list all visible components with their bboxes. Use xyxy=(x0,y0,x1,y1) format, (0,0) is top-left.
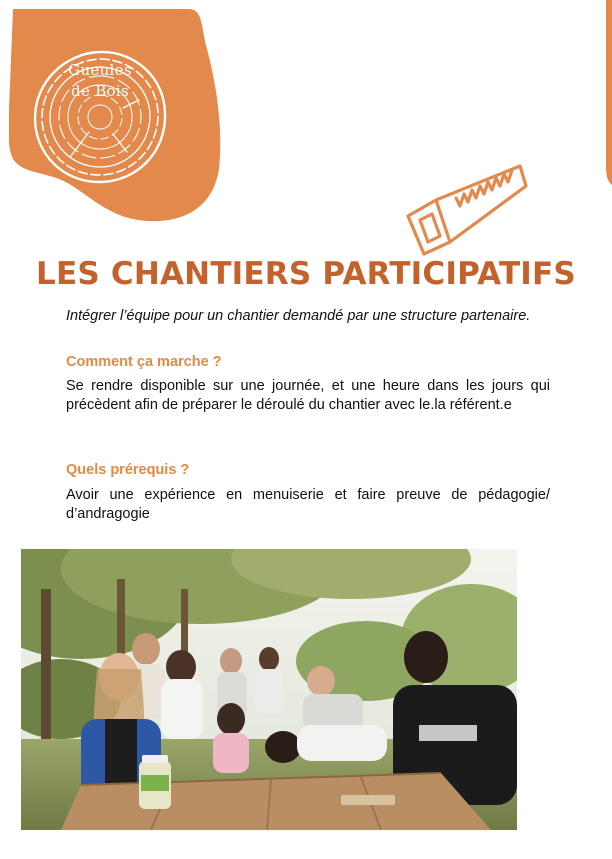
section-prereq-title: Quels prérequis ? xyxy=(66,462,190,478)
edge-tab xyxy=(602,0,612,185)
section-prereq-body: Avoir une expérience en menuiserie et faire preuve de pédagogie/ d’andragogie xyxy=(66,487,550,522)
section-how-body: Se rendre disponible sur une journée, et une heure dans les jours qui précèdent afin de préparer le déroulé du chantier avec le.la référent.e xyxy=(66,378,550,413)
page-title: LES CHANTIERS PARTICIPATIFS xyxy=(36,256,576,292)
brand-name-line2: de Bois xyxy=(71,82,129,100)
group-photo xyxy=(21,549,517,830)
brand-name-line1: Gueules xyxy=(68,61,132,79)
brand-name xyxy=(31,60,169,102)
intro-text: Intégrer l’équipe pour un chantier demandé par une structure partenaire. xyxy=(66,308,531,324)
hand-saw-icon xyxy=(402,160,532,260)
section-how-title: Comment ça marche ? xyxy=(66,354,222,370)
